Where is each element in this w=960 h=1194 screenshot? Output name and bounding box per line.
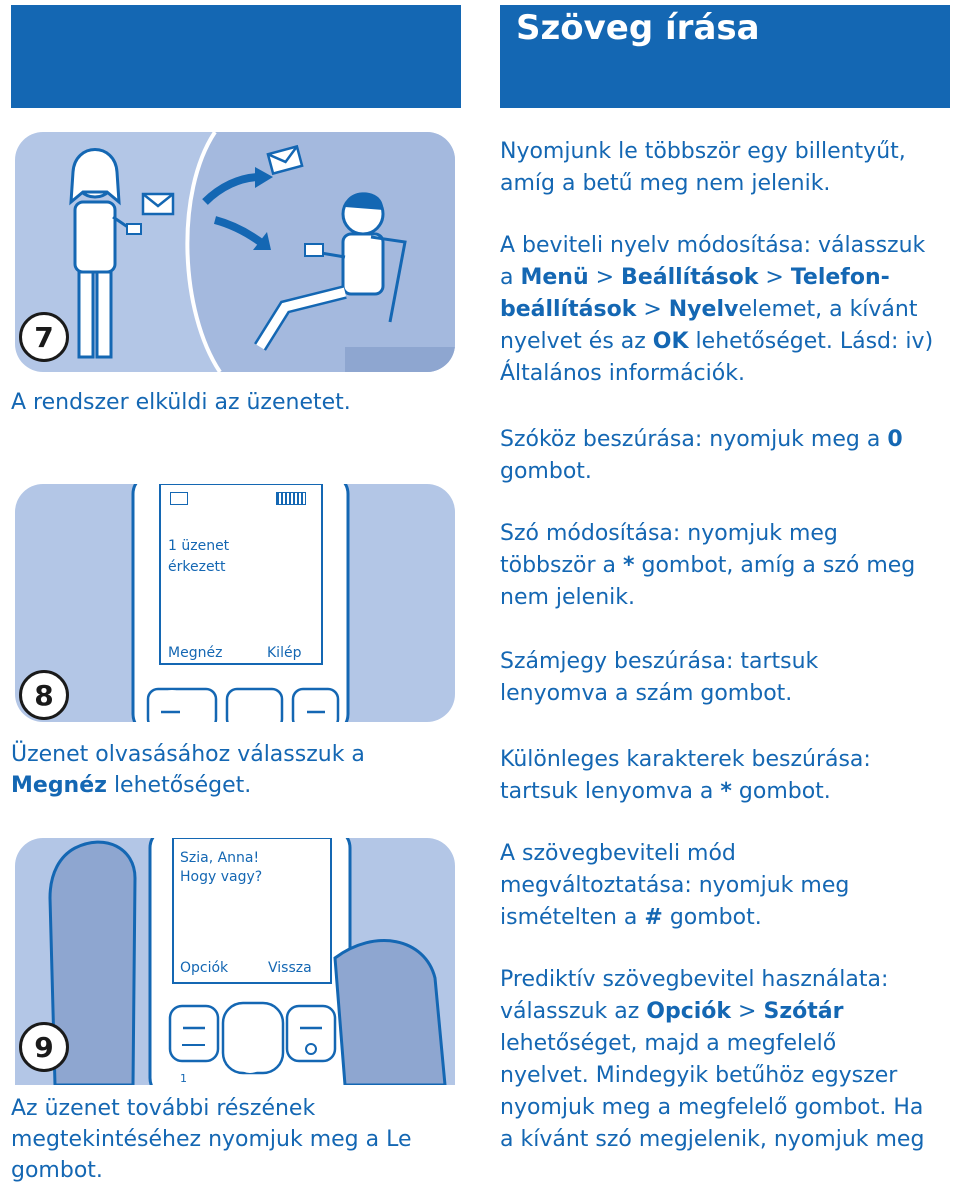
screen-message-line2-9: Hogy vagy?: [180, 869, 263, 885]
paragraph-insert-number: Számjegy beszúrása: tartsuk lenyomva a szám gombot.: [500, 649, 819, 706]
paragraph-insert-space: Szóköz beszúrása: nyomjuk meg a 0 gombot.: [500, 427, 903, 484]
zero-key-keyword: 0: [887, 427, 903, 452]
key-1-label: 1: [180, 1072, 187, 1085]
language-keyword: Nyelv: [668, 297, 739, 322]
step-7-caption: A rendszer elküldi az üzenetet.: [11, 390, 351, 415]
softkey-view[interactable]: Megnéz: [168, 645, 223, 661]
star-key-keyword-2: *: [720, 779, 732, 804]
step-8-caption-line1: Üzenet olvasásához válasszuk a: [11, 742, 365, 767]
phone-settings-keyword: Telefon-: [790, 265, 890, 290]
paragraph-change-word: Szó módosítása: nyomjuk meg többször a * gombot, amíg a szó meg nem jelenik.: [500, 521, 916, 610]
illustration-send-message: [15, 132, 455, 372]
step-number-7: 7: [19, 312, 69, 362]
dictionary-keyword: Szótár: [763, 999, 844, 1024]
envelope-icon: [170, 492, 188, 505]
paragraph-input-mode: A szövegbeviteli mód megváltoztatása: nyomjuk meg ismételten a # gombot.: [500, 841, 850, 930]
step-9-caption-line3: gombot.: [11, 1158, 103, 1183]
step-number-8: 8: [19, 670, 69, 720]
paragraph-input-language: A beviteli nyelv módosítása: válasszuk a Menü > Beállítások > Telefon- beállítások > Nyelvelemet, a kívánt nyelvet és az OK lehetőséget. Lásd: iv) Általános információk.: [500, 233, 934, 386]
screen-message-line2: érkezett: [168, 559, 226, 575]
screen-message-line1: 1 üzenet: [168, 538, 230, 554]
options-keyword: Opciók: [646, 999, 732, 1024]
view-keyword: Megnéz: [11, 773, 107, 798]
step-9-caption-line2: megtekintéséhez nyomjuk meg a Le: [11, 1127, 412, 1152]
illustration-read-message: [15, 484, 455, 722]
settings-keyword: Beállítások: [621, 265, 759, 290]
star-key-keyword: *: [623, 553, 635, 578]
step-9-caption-line1: Az üzenet további részének: [11, 1096, 316, 1121]
ok-keyword: OK: [652, 329, 689, 354]
header-left-block: [11, 5, 461, 108]
hash-key-keyword: #: [644, 905, 663, 930]
step-8-caption-line2: Megnéz lehetőséget.: [11, 773, 252, 798]
paragraph-special-chars: Különleges karakterek beszúrása: tartsuk lenyomva a * gombot.: [500, 747, 871, 804]
softkey-options[interactable]: Opciók: [180, 960, 229, 976]
softkey-back[interactable]: Vissza: [268, 960, 312, 976]
send-message-illustration-icon: [15, 132, 455, 372]
page-title: Szöveg írása: [516, 8, 760, 48]
battery-icon: [276, 492, 306, 505]
softkey-exit[interactable]: Kilép: [267, 645, 302, 661]
paragraph-repeat-key: Nyomjunk le többször egy billentyűt, amíg a betű meg nem jelenik.: [500, 139, 906, 196]
menu-keyword: Menü: [520, 265, 589, 290]
paragraph-predictive-text: Prediktív szövegbevitel használata: válasszuk az Opciók > Szótár lehetőséget, majd a megfelelő nyelvet. Mindegyik betűhöz egyszer nyomjuk meg a megfelelő gombot. Ha a kívánt szó megjelenik, nyomjuk meg: [500, 967, 925, 1152]
step-number-9: 9: [19, 1022, 69, 1072]
phone-illustration-icon: [15, 484, 455, 722]
screen-message-line1-9: Szia, Anna!: [180, 850, 260, 866]
